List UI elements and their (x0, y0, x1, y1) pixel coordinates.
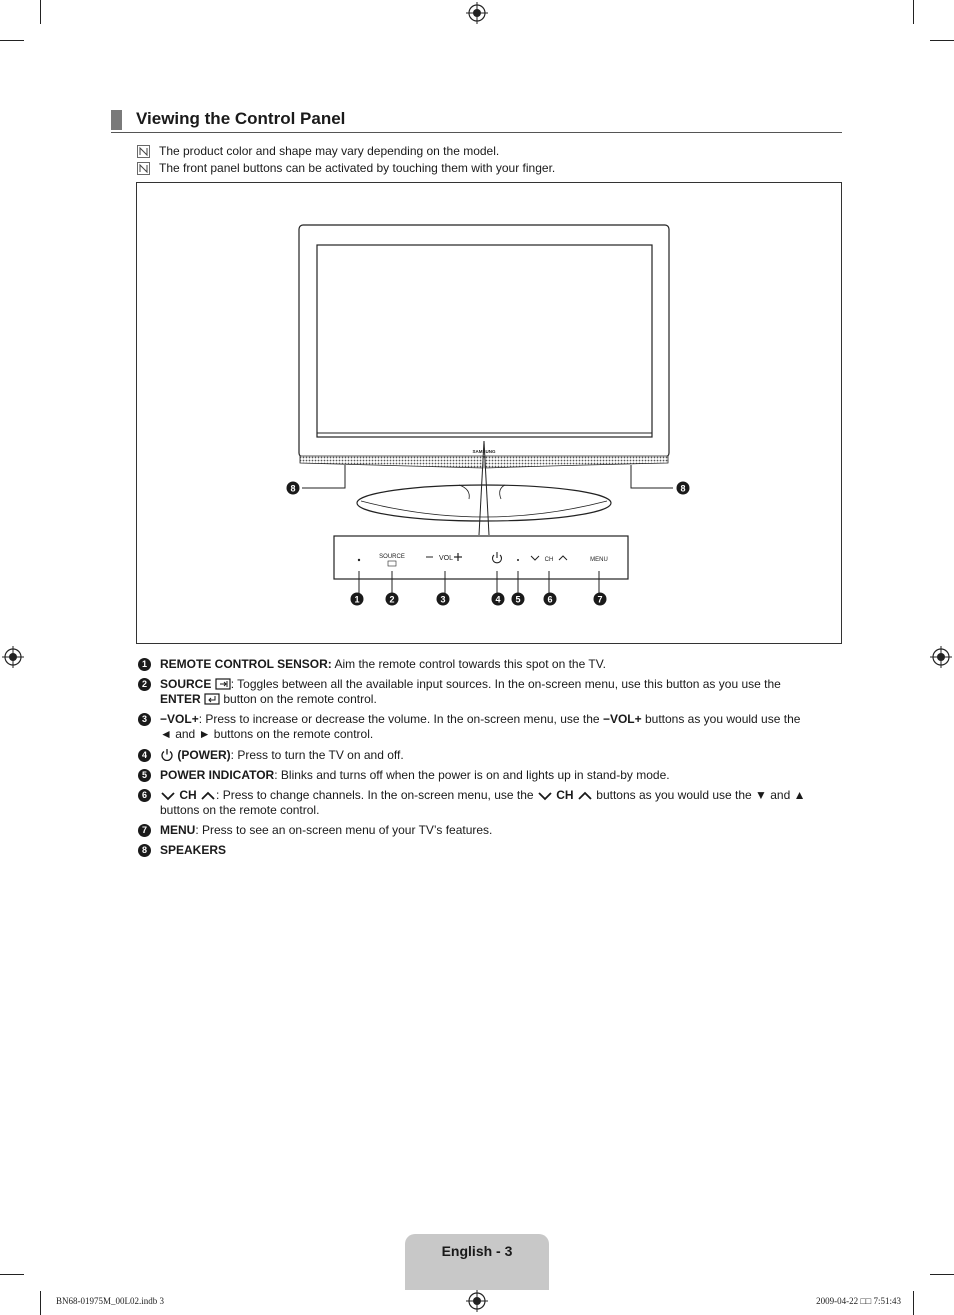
note-icon (137, 145, 150, 158)
item-description: : Blinks and turns off when the power is on and lights up in stand-by mode. (274, 768, 670, 782)
callout-number: 8 (680, 483, 686, 494)
item-description-continued: buttons as you would use the ▼ and ▲ (592, 788, 806, 802)
crop-mark (930, 40, 954, 41)
menu-button-label: MENU (590, 557, 608, 563)
note (137, 161, 555, 175)
list-item (138, 712, 838, 742)
note-text: The front panel buttons can be activated by touching them with your finger. (159, 161, 556, 175)
item-description-continued: buttons as you would use the (641, 712, 801, 726)
item-description: Aim the remote control towards this spot on the TV. (331, 657, 606, 671)
crop-mark (930, 1274, 954, 1275)
minus-icon: − (160, 712, 168, 726)
control-panel-diagram (136, 182, 842, 644)
item-description: : Press to see an on-screen menu of your TV’s features. (195, 823, 493, 837)
item-description: : Press to turn the TV on and off. (230, 748, 404, 762)
list-item (138, 788, 838, 818)
chevron-down-icon (537, 791, 553, 801)
item-description: : Toggles between all the available input sources. In the on-screen menu, use this button as you use the (230, 677, 781, 691)
list-item (138, 843, 838, 858)
speaker-left (300, 456, 483, 468)
item-description-line2: buttons on the remote control. (160, 803, 320, 817)
crop-mark (0, 40, 24, 41)
brand-logo: SAMSUNG (472, 449, 496, 454)
crop-mark (0, 1274, 24, 1275)
registration-mark-icon (466, 2, 488, 24)
power-icon (160, 748, 174, 761)
item-term: VOL (167, 712, 192, 726)
list-item (138, 823, 838, 838)
item-description: : Press to increase or decrease the volume. In the on-screen menu, use the (198, 712, 600, 726)
callout-number: 1 (354, 594, 360, 605)
enter-icon (204, 693, 220, 705)
page-number-tab (405, 1234, 549, 1290)
item-term-secondary: VOL (609, 712, 635, 726)
list-item (138, 768, 838, 783)
item-term-secondary: ENTER (160, 692, 201, 706)
item-number: 1 (138, 658, 151, 671)
page-title: Viewing the Control Panel (136, 109, 346, 128)
item-number: 5 (138, 769, 151, 782)
note-text: The product color and shape may vary depending on the model. (159, 144, 500, 158)
source-button-label: SOURCE (379, 554, 405, 560)
tv-screen (317, 245, 652, 437)
list-item (138, 657, 838, 672)
note-icon (137, 162, 150, 175)
item-number: 7 (138, 824, 151, 837)
ch-button-label: CH (544, 557, 554, 563)
item-term: POWER INDICATOR (160, 768, 275, 782)
tv-illustration (137, 183, 841, 643)
callout-number: 6 (547, 594, 553, 605)
vol-button-label: VOL (438, 555, 454, 562)
minus-icon: − (602, 712, 610, 726)
callout-number: 8 (290, 483, 296, 494)
callout-number: 7 (597, 594, 603, 605)
item-number: 2 (138, 678, 151, 691)
item-term: SOURCE (160, 677, 212, 691)
page-number: English - 3 (441, 1243, 513, 1259)
plus-icon: + (191, 712, 199, 726)
item-term-secondary: CH (556, 788, 574, 802)
section-heading (111, 108, 842, 133)
item-term: REMOTE CONTROL SENSOR: (160, 657, 332, 671)
item-description: : Press to change channels. In the on-screen menu, use the (216, 788, 534, 802)
print-slug-right: 2009-04-22 □□ 7:51:43 (816, 1296, 901, 1306)
crop-mark (913, 1291, 914, 1315)
item-description-line2: ◄ and ► buttons on the remote control. (160, 727, 374, 741)
item-number: 3 (138, 713, 151, 726)
registration-mark-icon (466, 1290, 488, 1312)
control-panel-enlarged (334, 536, 628, 579)
heading-marker (111, 110, 122, 130)
item-description-continued: button on the remote control. (220, 692, 377, 706)
item-number: 4 (138, 749, 151, 762)
registration-mark-icon (2, 646, 24, 668)
registration-mark-icon (930, 646, 952, 668)
crop-mark (913, 0, 914, 24)
list-item (138, 677, 838, 707)
callout-number: 2 (389, 594, 395, 605)
tv-stand (357, 485, 611, 521)
chevron-up-icon (200, 791, 216, 801)
chevron-up-icon (577, 791, 593, 801)
item-term: SPEAKERS (160, 843, 227, 857)
crop-mark (40, 0, 41, 24)
speaker-right (485, 456, 668, 468)
item-term: MENU (160, 823, 196, 837)
note (137, 144, 499, 158)
callout-number: 3 (440, 594, 446, 605)
crop-mark (40, 1291, 41, 1315)
item-term: CH (179, 788, 197, 802)
callout-number: 4 (495, 594, 501, 605)
print-slug-left: BN68-01975M_00L02.indb 3 (56, 1296, 164, 1306)
callout-number: 5 (515, 594, 521, 605)
source-icon (215, 678, 231, 690)
item-term: (POWER) (177, 748, 231, 762)
list-item (138, 748, 838, 763)
chevron-down-icon (160, 791, 176, 801)
item-number: 6 (138, 789, 151, 802)
item-number: 8 (138, 844, 151, 857)
plus-icon: + (634, 712, 642, 726)
